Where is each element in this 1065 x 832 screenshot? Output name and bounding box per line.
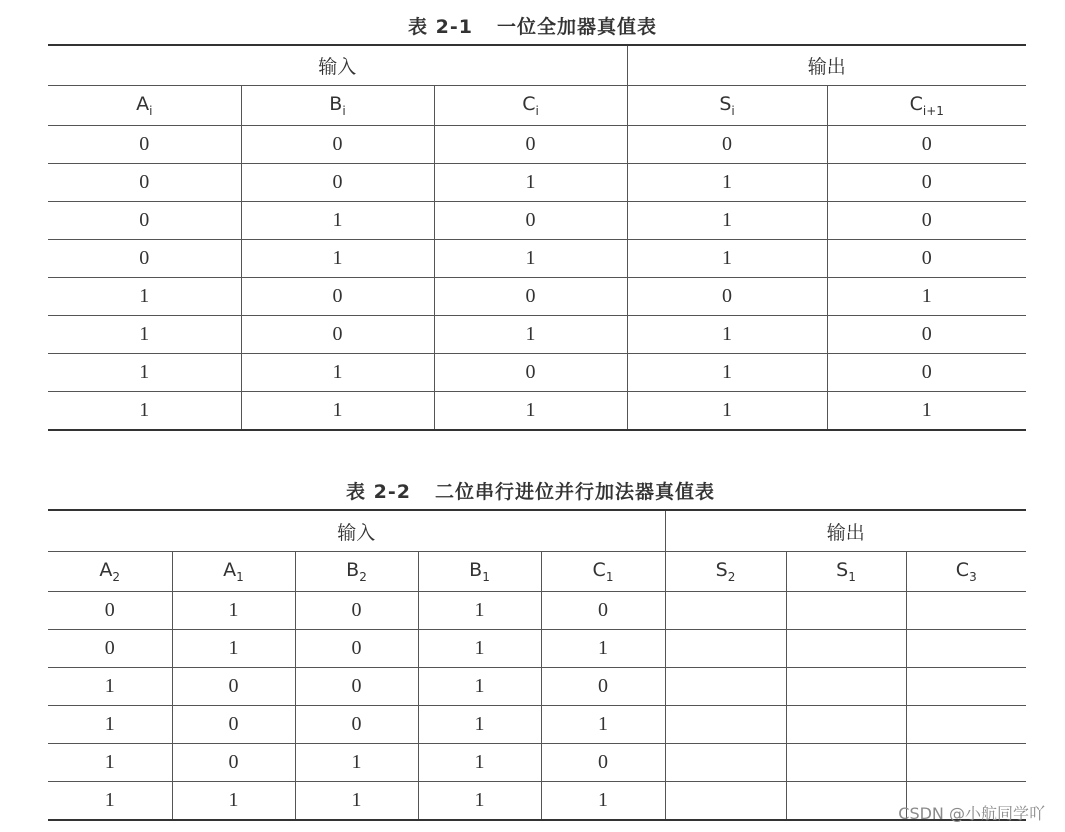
table2-column-header	[48, 552, 172, 592]
table-cell: 0	[295, 592, 418, 630]
table-cell: 1	[48, 278, 241, 316]
table-row	[48, 744, 1026, 782]
table-cell: 0	[295, 668, 418, 706]
table1-caption-title: 一位全加器真值表	[496, 16, 657, 38]
table-cell: 1	[627, 164, 827, 202]
table-cell: 0	[827, 126, 1026, 164]
table-cell: 1	[541, 630, 665, 668]
table-row	[48, 316, 1026, 354]
table2-column-header	[786, 552, 906, 592]
column-subscript: 1	[605, 569, 614, 584]
table1-output-group-header: 输出	[627, 45, 1026, 86]
table-cell: 0	[172, 668, 295, 706]
table1-body	[48, 126, 1026, 431]
column-subscript: 1	[482, 569, 490, 584]
column-symbol: S	[719, 93, 732, 116]
table-cell: 0	[827, 316, 1026, 354]
table-cell: 1	[827, 392, 1026, 431]
table-cell: 0	[827, 354, 1026, 392]
table-cell: 1	[418, 592, 541, 630]
table1-input-group-header: 输入	[48, 45, 627, 86]
table-cell	[665, 592, 786, 630]
table-cell: 1	[48, 316, 241, 354]
table-cell: 0	[48, 126, 241, 164]
table-cell	[665, 744, 786, 782]
table-cell: 1	[541, 706, 665, 744]
table-cell: 0	[627, 278, 827, 316]
table-cell: 1	[48, 668, 172, 706]
column-subscript: 2	[359, 569, 367, 584]
column-symbol: C	[592, 559, 606, 582]
table-cell: 0	[172, 706, 295, 744]
table-cell: 0	[48, 240, 241, 278]
table-cell: 0	[241, 316, 434, 354]
table-cell	[786, 668, 906, 706]
table-cell: 1	[241, 354, 434, 392]
column-subscript: i+1	[922, 103, 944, 118]
table-cell: 1	[434, 392, 627, 431]
table-cell: 0	[434, 202, 627, 240]
table1-column-header-row	[48, 86, 1026, 126]
table1-caption-number: 表 2-1	[408, 16, 473, 38]
column-symbol: C	[522, 93, 536, 116]
table-cell: 0	[48, 202, 241, 240]
table-cell: 1	[434, 316, 627, 354]
table-cell	[906, 630, 1026, 668]
table-row	[48, 240, 1026, 278]
table-row	[48, 354, 1026, 392]
table2-input-group-header: 输入	[48, 510, 665, 552]
table2-column-header	[295, 552, 418, 592]
table-cell: 1	[295, 744, 418, 782]
column-symbol: B	[346, 559, 360, 582]
table2-column-header	[172, 552, 295, 592]
table-cell: 1	[48, 744, 172, 782]
table-cell: 0	[827, 202, 1026, 240]
table-cell	[906, 744, 1026, 782]
table-cell: 1	[418, 630, 541, 668]
full-adder-truth-table	[48, 44, 1026, 431]
table-cell: 1	[541, 782, 665, 821]
table-cell: 0	[434, 354, 627, 392]
table-row	[48, 592, 1026, 630]
table1-column-header	[434, 86, 627, 126]
table-cell: 1	[48, 706, 172, 744]
table-cell: 1	[418, 744, 541, 782]
watermark: CSDN @小航同学吖	[898, 804, 1045, 823]
table-cell	[906, 668, 1026, 706]
table-cell: 1	[48, 392, 241, 431]
table-cell: 1	[627, 316, 827, 354]
column-symbol: A	[136, 93, 150, 116]
table-cell: 1	[172, 782, 295, 821]
table2-caption-title: 二位串行进位并行加法器真值表	[434, 481, 715, 503]
table-cell: 0	[434, 278, 627, 316]
table-cell: 0	[434, 126, 627, 164]
table-cell: 1	[627, 392, 827, 431]
table-cell: 0	[827, 240, 1026, 278]
table-cell: 1	[627, 354, 827, 392]
table-cell: 0	[48, 164, 241, 202]
table-cell: 1	[418, 782, 541, 821]
table-cell: 1	[172, 592, 295, 630]
table1-column-header	[48, 86, 241, 126]
table-cell: 1	[295, 782, 418, 821]
table-cell: 0	[48, 592, 172, 630]
table-cell: 0	[241, 278, 434, 316]
table-cell	[906, 706, 1026, 744]
column-subscript: 2	[112, 569, 121, 584]
table-row	[48, 668, 1026, 706]
table2-column-header	[541, 552, 665, 592]
table-cell: 1	[241, 240, 434, 278]
table-cell	[665, 782, 786, 821]
table1-column-header	[627, 86, 827, 126]
column-subscript: 3	[969, 569, 977, 584]
column-symbol: C	[955, 559, 970, 582]
column-symbol: B	[329, 93, 343, 116]
column-symbol: C	[909, 93, 923, 116]
column-symbol: S	[715, 559, 728, 582]
table-cell: 0	[295, 706, 418, 744]
table-cell: 1	[418, 706, 541, 744]
table-cell: 1	[241, 392, 434, 431]
table-cell: 0	[627, 126, 827, 164]
table1-column-header	[241, 86, 434, 126]
table-cell: 0	[241, 164, 434, 202]
column-symbol: A	[99, 559, 113, 582]
table2-column-header	[665, 552, 786, 592]
table1-column-header	[827, 86, 1026, 126]
column-symbol: A	[223, 559, 237, 582]
column-symbol: B	[469, 559, 483, 582]
column-symbol: S	[836, 559, 849, 582]
table-row	[48, 164, 1026, 202]
column-subscript: i	[535, 103, 539, 118]
table-row	[48, 782, 1026, 821]
column-subscript: i	[149, 103, 153, 118]
table-cell: 1	[627, 202, 827, 240]
table-cell	[906, 592, 1026, 630]
table-cell	[665, 668, 786, 706]
table-cell	[786, 706, 906, 744]
table-cell: 1	[172, 630, 295, 668]
column-subscript: 2	[727, 569, 736, 584]
table2-column-header-row	[48, 552, 1026, 592]
table-cell	[665, 630, 786, 668]
table-row	[48, 706, 1026, 744]
table-cell: 1	[827, 278, 1026, 316]
table-cell: 1	[241, 202, 434, 240]
column-subscript: i	[342, 103, 346, 118]
table-cell: 1	[434, 164, 627, 202]
table-cell: 0	[541, 744, 665, 782]
table-cell: 1	[627, 240, 827, 278]
table-cell	[665, 706, 786, 744]
table-cell: 0	[48, 630, 172, 668]
table2-caption-number: 表 2-2	[346, 481, 411, 503]
table-row	[48, 392, 1026, 431]
table1-caption	[0, 12, 1065, 39]
table-cell: 1	[48, 354, 241, 392]
table2-column-header	[418, 552, 541, 592]
column-subscript: 1	[848, 569, 856, 584]
column-subscript: i	[731, 103, 735, 118]
table-cell: 0	[295, 630, 418, 668]
table-cell: 1	[48, 782, 172, 821]
table-cell: 0	[172, 744, 295, 782]
table-cell: 0	[241, 126, 434, 164]
table-row	[48, 278, 1026, 316]
table2-column-header	[906, 552, 1026, 592]
table-cell: 1	[434, 240, 627, 278]
table-cell	[786, 592, 906, 630]
table-cell: 0	[541, 592, 665, 630]
table-cell	[786, 782, 906, 821]
two-bit-adder-truth-table	[48, 509, 1026, 821]
table-row	[48, 202, 1026, 240]
table2-caption	[0, 477, 1063, 504]
table-cell: 1	[418, 668, 541, 706]
table2-body	[48, 592, 1026, 821]
table-row	[48, 630, 1026, 668]
table-cell: 0	[541, 668, 665, 706]
column-subscript: 1	[236, 569, 244, 584]
table-row	[48, 126, 1026, 164]
table-cell	[786, 744, 906, 782]
table-cell	[786, 630, 906, 668]
table2-output-group-header: 输出	[665, 510, 1026, 552]
table-cell: 0	[827, 164, 1026, 202]
